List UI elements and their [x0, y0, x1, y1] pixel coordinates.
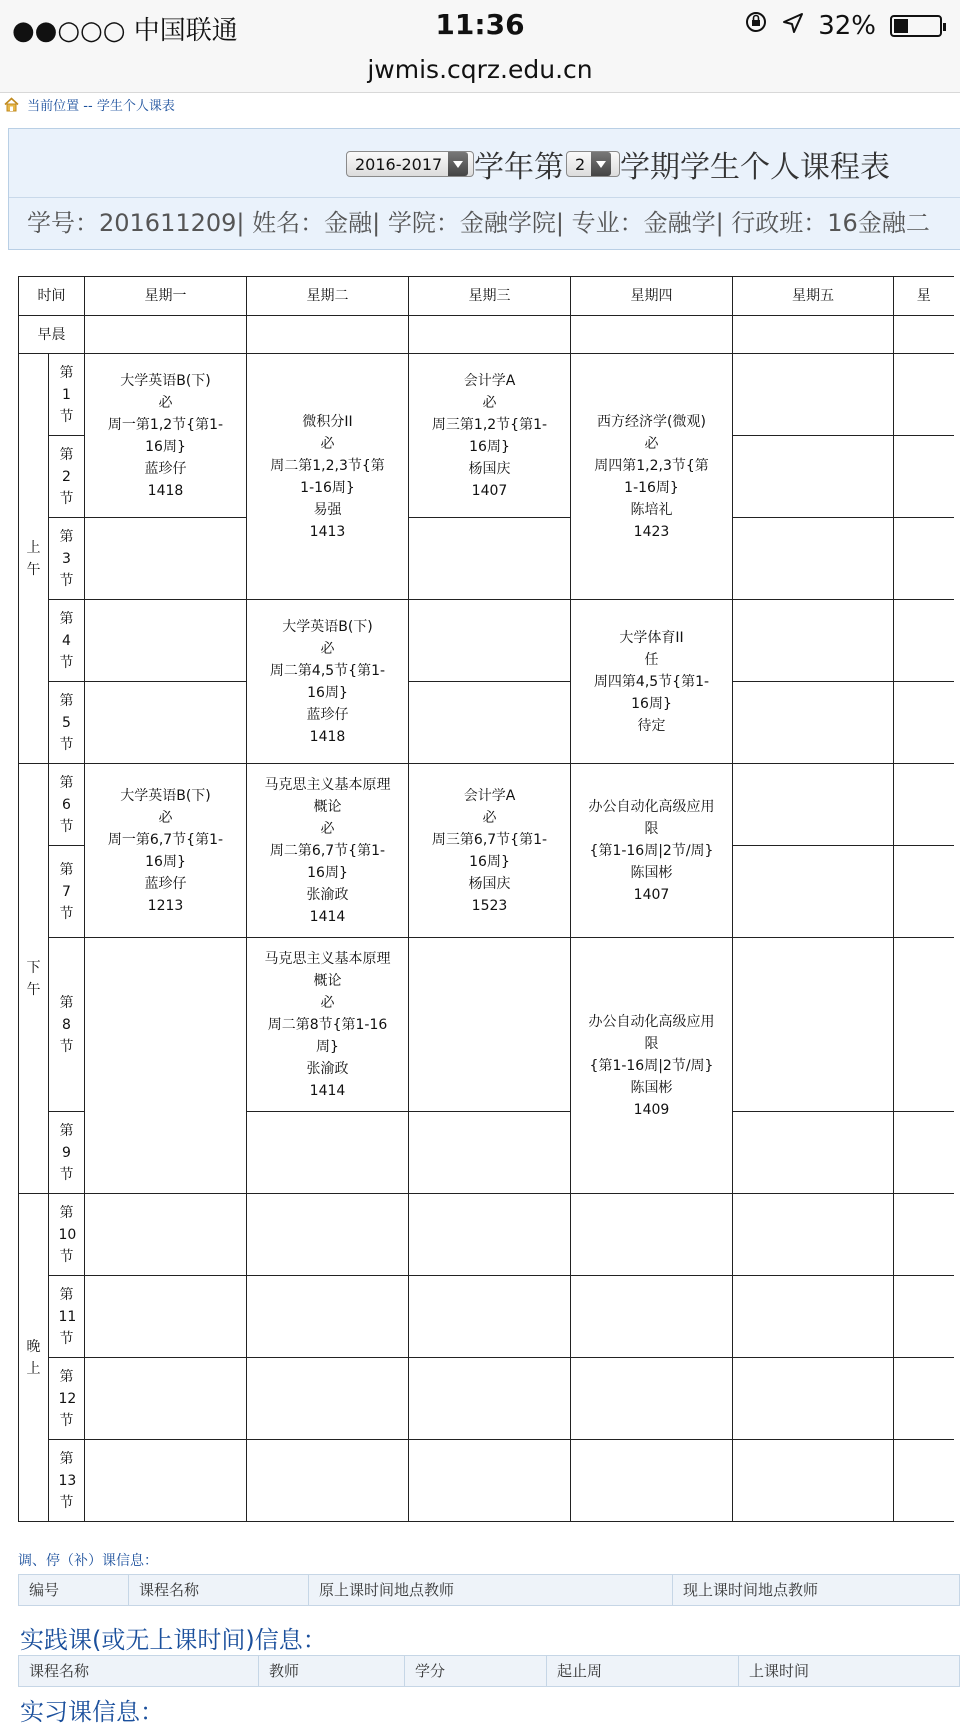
course-line: 微积分II [302, 413, 353, 430]
course-line: 概论 [313, 972, 342, 989]
term-select[interactable] [566, 151, 620, 177]
course-line: 任 [644, 651, 659, 668]
course-line: 必 [158, 394, 173, 411]
course-line: 杨国庆 [468, 875, 511, 892]
practice-header [18, 1655, 960, 1687]
course-line: 16周} [307, 684, 348, 701]
academic-year-select[interactable] [346, 151, 474, 177]
adjust-header [18, 1574, 960, 1606]
slot-label: 第 12 节 [49, 1358, 85, 1440]
status-time: 11:36 [435, 8, 525, 41]
table-row [19, 518, 954, 600]
course-line: 1418 [147, 482, 184, 499]
period-pm: 下 午 [19, 764, 49, 1194]
slot-label: 第 6 节 [49, 764, 85, 846]
course-line: 张渝政 [306, 1060, 349, 1077]
schedule-table [18, 276, 954, 1522]
course-line: 马克思主义基本原理 [264, 776, 391, 793]
table-header-row [19, 277, 954, 316]
table-row [19, 1194, 954, 1276]
slot-label: 第 10 节 [49, 1194, 85, 1276]
course-line: 张渝政 [306, 886, 349, 903]
course-line: {第1-16周|2节/周} [589, 1057, 714, 1074]
table-row [19, 354, 954, 436]
header-thu: 星期四 [571, 277, 733, 316]
course-line: 概论 [313, 798, 342, 815]
status-bar [0, 0, 960, 52]
breadcrumb-page[interactable]: 学生个人课表 [96, 99, 175, 114]
course-line: 西方经济学(微观) [597, 413, 706, 430]
course-line: 会计学A [463, 787, 516, 804]
header-fri: 星期五 [733, 277, 894, 316]
course-line: 周二第8节{第1-16 [267, 1016, 388, 1033]
slot-label: 第 8 节 [49, 938, 85, 1112]
course-line: 1423 [633, 523, 670, 540]
rotation-lock-icon [744, 10, 768, 41]
page-title [9, 139, 960, 189]
course-line: 1409 [633, 1101, 670, 1118]
slot-label: 第 2 节 [49, 436, 85, 518]
header-sat: 星 [894, 277, 954, 316]
course-line: 易强 [313, 501, 342, 518]
course-line: 必 [482, 809, 497, 826]
course-line: {第1-16周|2节/周} [589, 842, 714, 859]
intern-title: 实习课信息： [20, 1698, 164, 1726]
academic-year-value: 2016-2017 [355, 154, 443, 174]
course-line: 蓝珍仔 [144, 875, 187, 892]
address-bar[interactable] [0, 52, 960, 93]
battery-percent: 32% [818, 10, 876, 41]
schedule-header-panel [8, 128, 960, 250]
url-text: jwmis.cqrz.edu.cn [367, 55, 593, 84]
course-line: 陈培礼 [630, 501, 673, 518]
course-line: 周三第1,2节{第1- [431, 416, 548, 433]
course-cell[interactable] [571, 600, 733, 764]
home-icon[interactable] [4, 97, 19, 112]
course-line: 办公自动化高级应用 [588, 798, 715, 815]
course-line: 周一第1,2节{第1- [107, 416, 224, 433]
course-cell[interactable] [571, 354, 733, 600]
course-line: 1-16周} [624, 479, 679, 496]
battery-icon [890, 15, 942, 37]
course-line: 1523 [471, 897, 508, 914]
slot-label: 第 13 节 [49, 1440, 85, 1522]
course-line: 大学英语B(下) [120, 787, 211, 804]
course-line: 16周} [145, 438, 186, 455]
practice-col-course: 课程名称 [19, 1656, 259, 1686]
course-line: 1418 [309, 728, 346, 745]
course-line: 蓝珍仔 [144, 460, 187, 477]
course-cell[interactable] [85, 764, 247, 938]
course-line: 必 [320, 820, 335, 837]
course-line: 周一第6,7节{第1- [107, 831, 224, 848]
course-cell[interactable] [409, 764, 571, 938]
chevron-down-icon [591, 152, 611, 176]
slot-label: 第 11 节 [49, 1276, 85, 1358]
course-line: 待定 [637, 717, 666, 734]
breadcrumb-sep: -- [83, 99, 93, 114]
course-line: 周二第1,2,3节{第 [270, 457, 385, 474]
course-line: 16周} [307, 864, 348, 881]
adjust-col-id: 编号 [19, 1575, 129, 1605]
course-line: 限 [644, 1035, 659, 1052]
adjust-col-current: 现上课时间地点教师 [683, 1581, 819, 1599]
table-row [19, 1358, 954, 1440]
course-line: 大学英语B(下) [120, 372, 211, 389]
course-line: 周二第4,5节{第1- [269, 662, 386, 679]
student-info: 学号：201611209| 姓名：金融| 学院：金融学院| 专业：金融学| 行政班：16金融二 [9, 197, 960, 247]
title-text-term: 学期学生个人课程表 [620, 150, 890, 185]
slot-label: 第 1 节 [49, 354, 85, 436]
title-text-year: 学年第 [474, 150, 564, 185]
course-line: 杨国庆 [468, 460, 511, 477]
header-mon: 星期一 [85, 277, 247, 316]
table-row [19, 1440, 954, 1522]
course-line: 必 [482, 394, 497, 411]
practice-col-time: 上课时间 [749, 1662, 810, 1680]
practice-col-weeks: 起止周 [547, 1656, 739, 1686]
slot-label: 第 3 节 [49, 518, 85, 600]
slot-label: 第 9 节 [49, 1112, 85, 1194]
adjust-label: 调、停（补）课信息： [18, 1553, 158, 1569]
table-row [19, 764, 954, 846]
course-cell[interactable] [247, 764, 409, 938]
course-line: 1407 [471, 482, 508, 499]
course-line: 周四第4,5节{第1- [593, 673, 710, 690]
period-eve: 晚 上 [19, 1194, 49, 1522]
status-right [744, 10, 942, 41]
course-line: 必 [320, 435, 335, 452]
location-icon [782, 11, 804, 41]
chevron-down-icon [448, 152, 468, 176]
course-line: 必 [644, 435, 659, 452]
table-row [19, 1276, 954, 1358]
course-line: 蓝珍仔 [306, 706, 349, 723]
course-line: 必 [320, 994, 335, 1011]
course-line: 限 [644, 820, 659, 837]
header-wed: 星期三 [409, 277, 571, 316]
course-line: 1414 [309, 908, 346, 925]
course-line: 周} [316, 1038, 339, 1055]
course-cell[interactable] [409, 354, 571, 518]
carrier-signal: ●●○○○ 中国联通 [12, 16, 238, 46]
course-line: 1414 [309, 1082, 346, 1099]
slot-label: 第 5 节 [49, 682, 85, 764]
header-tue: 星期二 [247, 277, 409, 316]
practice-col-teacher: 教师 [259, 1656, 405, 1686]
course-line: 陈国彬 [630, 864, 673, 881]
course-line: 16周} [469, 853, 510, 870]
slot-label: 第 7 节 [49, 846, 85, 938]
table-row [19, 600, 954, 682]
slot-label: 第 4 节 [49, 600, 85, 682]
practice-title: 实践课(或无上课时间)信息： [20, 1626, 327, 1654]
course-line: 陈国彬 [630, 1079, 673, 1096]
battery-fill [894, 19, 908, 33]
table-row [19, 316, 954, 354]
table-row [19, 682, 954, 764]
course-cell[interactable] [247, 938, 409, 1112]
course-cell[interactable] [85, 354, 247, 518]
course-line: 会计学A [463, 372, 516, 389]
breadcrumb [4, 97, 175, 117]
course-cell[interactable] [571, 764, 733, 938]
course-cell[interactable] [247, 600, 409, 764]
course-line: 周二第6,7节{第1- [269, 842, 386, 859]
course-line: 16周} [469, 438, 510, 455]
term-value: 2 [575, 154, 586, 174]
course-line: 1213 [147, 897, 184, 914]
course-line: 必 [158, 809, 173, 826]
adjust-col-original: 原上课时间地点教师 [309, 1575, 673, 1605]
header-time: 时间 [19, 277, 85, 316]
course-line: 周四第1,2,3节{第 [594, 457, 709, 474]
course-line: 大学英语B(下) [282, 618, 373, 635]
row-early-label: 早晨 [19, 316, 85, 354]
course-cell[interactable] [571, 938, 733, 1194]
course-line: 周三第6,7节{第1- [431, 831, 548, 848]
period-am: 上 午 [19, 354, 49, 764]
course-line: 1-16周} [300, 479, 355, 496]
course-cell[interactable] [247, 354, 409, 600]
course-line: 必 [320, 640, 335, 657]
practice-col-credit: 学分 [405, 1656, 547, 1686]
course-line: 16周} [145, 853, 186, 870]
course-line: 1407 [633, 886, 670, 903]
course-line: 16周} [631, 695, 672, 712]
course-line: 马克思主义基本原理 [264, 950, 391, 967]
breadcrumb-label[interactable]: 当前位置 [27, 99, 80, 114]
course-line: 大学体育II [619, 629, 684, 646]
table-row [19, 938, 954, 1112]
adjust-col-course: 课程名称 [129, 1575, 309, 1605]
course-line: 1413 [309, 523, 346, 540]
course-line: 办公自动化高级应用 [588, 1013, 715, 1030]
